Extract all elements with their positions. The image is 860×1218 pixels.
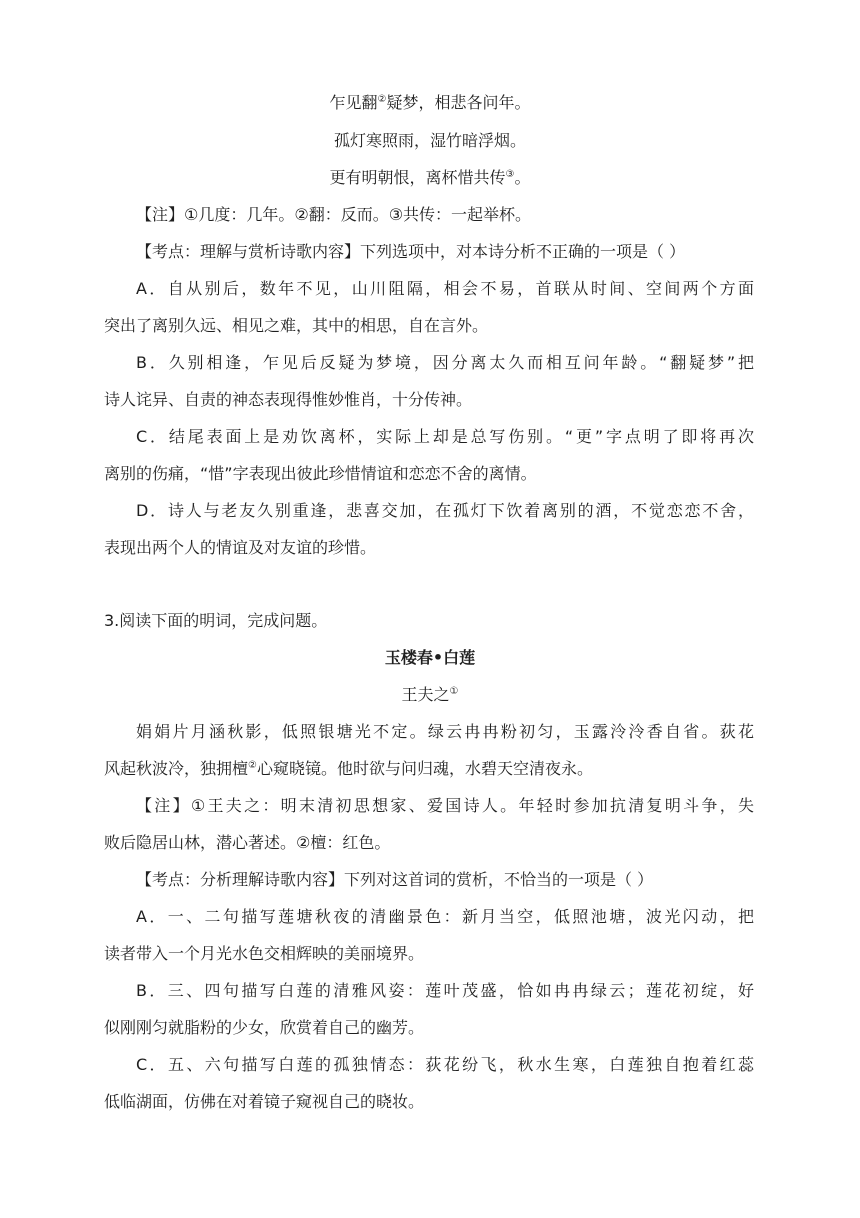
q3-option-a-cont: 读者带入一个月光水色交相辉映的美丽境界。 [104,944,425,963]
footnote-marker: ① [449,686,459,697]
q3-option-b-cont: 似刚刚匀就脂粉的少女，欣赏着自己的幽芳。 [104,1018,425,1037]
q2-option-b-cont: 诗人诧异、自责的神态表现得惟妙惟肖，十分传神。 [104,390,473,409]
footnote-marker: ② [377,94,387,105]
poem-line-3: 更有明朝恨，离杯惜共传③。 [329,168,531,187]
q3-option-a: A．一、二句描写莲塘秋夜的清幽景色：新月当空，低照池塘，波光闪动，把 [136,907,754,926]
q2-option-b: B．久别相逢，乍见后反疑为梦境，因分离太久而相互问年龄。“翻疑梦”把 [136,353,754,372]
q2-stem: 【考点：理解与赏析诗歌内容】下列选项中，对本诗分析不正确的一项是（ ） [136,242,686,261]
poem-body-line-2: 风起秋波冷，独拥檀②心窥晓镜。他时欲与问归魂，水碧天空清夜永。 [104,759,593,778]
q2-annotation: 【注】①几度：几年。②翻：反而。③共传：一起举杯。 [136,205,532,224]
footnote-marker: ③ [505,169,515,180]
poem-author: 王夫之① [401,685,459,704]
q3-option-b: B．三、四句描写白莲的清雅风姿：莲叶茂盛，恰如冉冉绿云；莲花初绽，好 [136,981,754,1000]
q2-option-a: A．自从别后，数年不见，山川阻隔，相会不易，首联从时间、空间两个方面 [136,279,754,298]
q3-option-c: C．五、六句描写白莲的孤独情态：荻花纷飞，秋水生寒，白莲独自抱着红蕊 [136,1055,754,1074]
q3-heading: 3.阅读下面的明词，完成问题。 [104,611,328,630]
q3-stem: 【考点：分析理解诗歌内容】下列对这首词的赏析，不恰当的一项是（ ） [136,870,654,889]
q2-option-a-cont: 突出了离别久远、相见之难，其中的相思，自在言外。 [104,316,489,335]
poem-body-line-1: 娟娟片月涵秋影，低照银塘光不定。绿云冉冉粉初匀，玉露泠泠香自省。荻花 [136,722,754,741]
q3-option-c-cont: 低临湖面，仿佛在对着镜子窥视自己的晓妆。 [104,1092,425,1111]
q2-option-d: D．诗人与老友久别重逢，悲喜交加，在孤灯下饮着离别的酒，不觉恋恋不舍， [136,501,754,520]
q2-option-c-cont: 离别的伤痛，“惜”字表现出彼此珍惜情谊和恋恋不舍的离情。 [104,464,537,483]
footnote-marker: ② [248,760,257,771]
q3-annotation: 【注】①王夫之：明末清初思想家、爱国诗人。年轻时参加抗清复明斗争，失 [136,796,754,815]
q2-option-d-cont: 表现出两个人的情谊及对友谊的珍惜。 [104,538,377,557]
poem-line-2: 孤灯寒照雨，湿竹暗浮烟。 [333,131,526,150]
q2-option-c: C．结尾表面上是劝饮离杯，实际上却是总写伤别。“更”字点明了即将再次 [136,427,754,446]
q3-annotation-cont: 败后隐居山林，潜心著述。②檀：红色。 [104,833,391,852]
poem-title: 玉楼春•白莲 [384,648,476,667]
poem-line-1: 乍见翻②疑梦，相悲各问年。 [329,93,531,112]
